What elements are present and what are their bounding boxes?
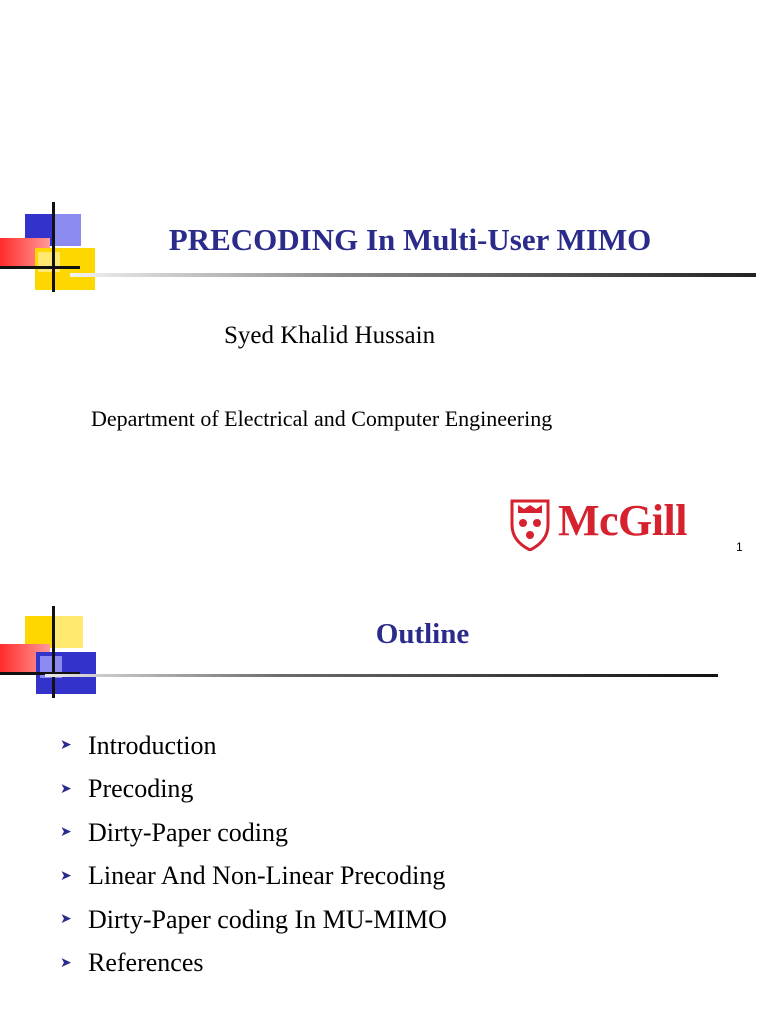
page-number: 1 [736, 540, 743, 554]
title-divider [70, 273, 756, 277]
mcgill-logo [510, 497, 732, 557]
mcgill-crest-icon [510, 499, 550, 551]
list-item [60, 855, 447, 899]
list-item [60, 898, 447, 942]
arrowhead-bullet-icon: ➤ [60, 738, 72, 754]
list-item [60, 768, 447, 812]
arrowhead-bullet-icon: ➤ [60, 868, 72, 884]
outline-slide [0, 578, 768, 1024]
arrowhead-bullet-icon: ➤ [60, 825, 72, 841]
author-name: Syed Khalid Hussain [224, 322, 436, 349]
list-item-text: Linear And Non-Linear Precoding [88, 861, 446, 891]
list-item-text: References [88, 948, 204, 978]
list-item [60, 942, 447, 986]
list-item-text: Precoding [88, 774, 194, 804]
title-divider [45, 674, 718, 677]
arrowhead-bullet-icon: ➤ [60, 781, 72, 797]
list-item [60, 811, 447, 855]
arrowhead-bullet-icon: ➤ [60, 955, 72, 971]
corner-decoration [0, 200, 110, 295]
list-item-text: Introduction [88, 730, 217, 760]
list-item-text: Dirty-Paper coding [88, 817, 289, 847]
arrowhead-bullet-icon: ➤ [60, 912, 72, 928]
slide-title: Outline [375, 618, 470, 650]
logo-wordmark: McGill [558, 496, 687, 545]
corner-decoration [0, 606, 110, 698]
list-item [60, 724, 447, 768]
list-item-text: Dirty-Paper coding In MU-MIMO [88, 904, 447, 934]
outline-list [60, 724, 447, 985]
department-name: Department of Electrical and Computer Engineering [91, 406, 553, 431]
slide-title: PRECODING In Multi-User MIMO [168, 222, 652, 257]
